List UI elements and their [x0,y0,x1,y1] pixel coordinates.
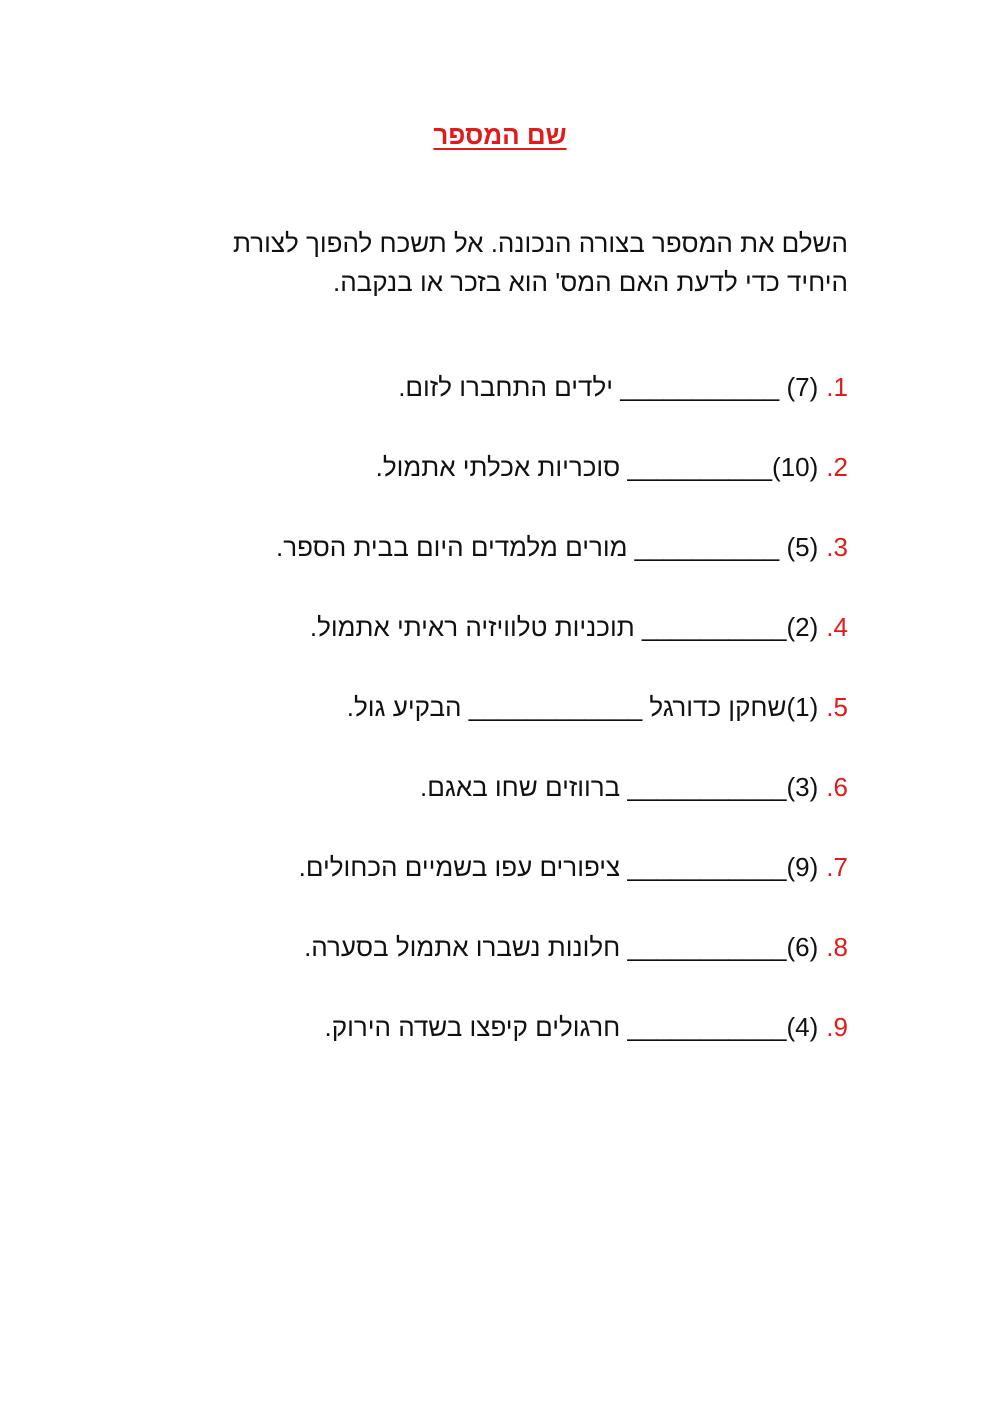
item-sentence: (7) ___________ ילדים התחברו לזום. [398,372,819,402]
exercise-item-3 [148,527,848,607]
item-sentence: (9)___________ ציפורים עפו בשמיים הכחולים. [298,852,819,882]
exercise-item-4 [148,607,848,687]
exercise-item-6 [148,767,848,847]
exercise-item-9 [148,1007,848,1087]
item-number: 1. [826,372,848,402]
item-sentence: (3)___________ ברווזים שחו באגם. [419,772,819,802]
item-sentence: (1)שחקן כדורגל ____________ הבקיע גול. [346,692,819,722]
item-number: 3. [826,532,848,562]
item-number: 7. [826,852,848,882]
item-number: 6. [826,772,848,802]
item-sentence: (5) __________ מורים מלמדים היום בבית הספר. [276,532,819,562]
item-sentence: (4)___________ חרגולים קיפצו בשדה הירוק. [324,1012,819,1042]
item-sentence: (6)___________ חלונות נשברו אתמול בסערה. [304,932,819,962]
instructions-text: השלם את המספר בצורה הנכונה. אל תשכח להפוך לצורת היחיד כדי לדעת האם המס' הוא בזכר או בנקבה. [233,228,848,297]
item-sentence: (10)__________ סוכריות אכלתי אתמול. [375,452,819,482]
item-number: 8. [826,932,848,962]
exercise-item-7 [148,847,848,927]
exercise-item-5 [148,687,848,767]
exercise-list [148,367,848,1087]
worksheet-title: שם המספר [433,120,567,150]
item-number: 5. [826,692,848,722]
exercise-item-2 [148,447,848,527]
exercise-item-1 [148,367,848,447]
exercise-item-8 [148,927,848,1007]
item-number: 9. [826,1012,848,1042]
item-number: 4. [826,612,848,642]
item-number: 2. [826,452,848,482]
item-sentence: (2)__________ תוכניות טלוויזיה ראיתי אתמול. [309,612,819,642]
